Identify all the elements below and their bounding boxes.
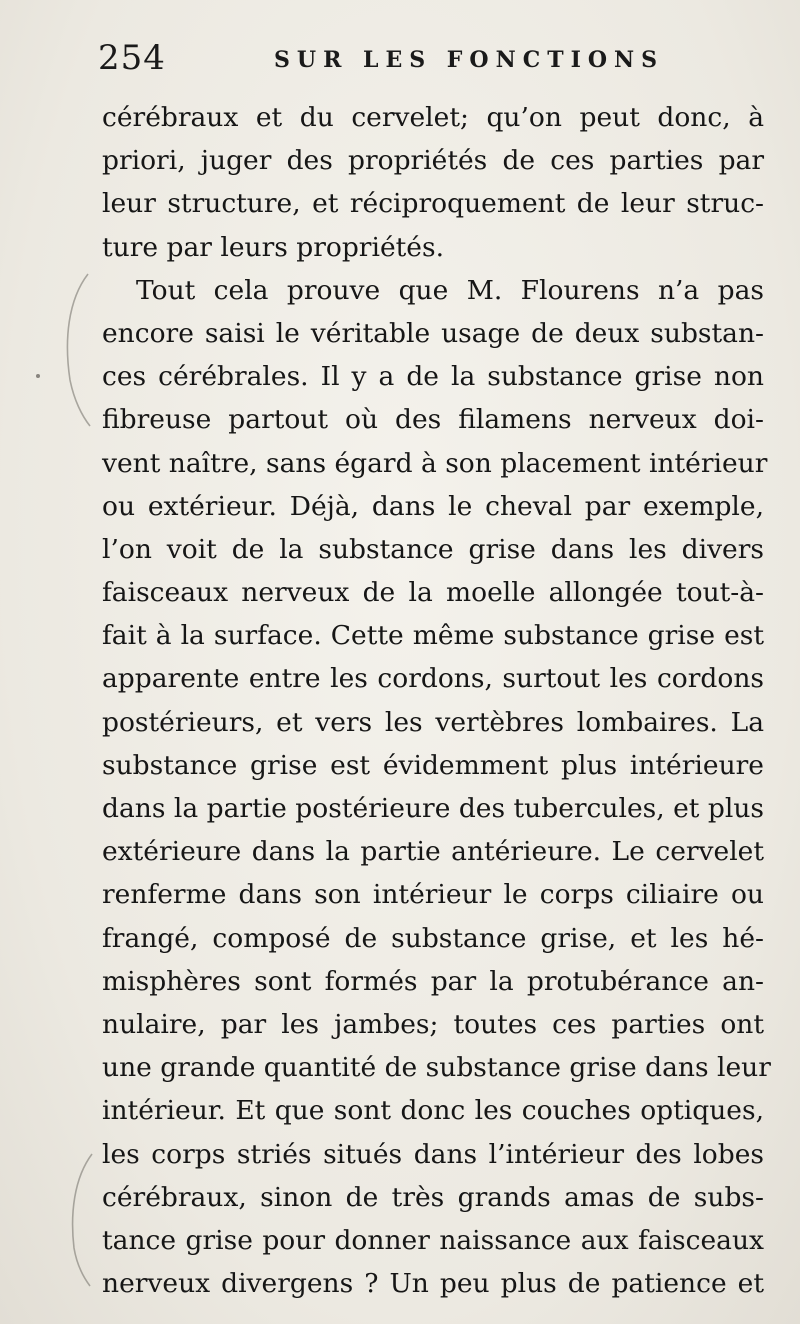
text-line: priori, juger des propriétés de ces parties par xyxy=(102,145,764,177)
text-line: ture par leurs propriétés. xyxy=(102,231,444,263)
text-line: encore saisi le véritable usage de deux substan- xyxy=(102,317,764,349)
text-line: cérébraux et du cervelet; qu’on peut donc, à xyxy=(102,102,764,133)
text-line: cérébraux, sinon de très grands amas de subs- xyxy=(102,1181,764,1213)
text-line: postérieurs, et vers les vertèbres lombaires. La xyxy=(102,706,764,738)
text-line: frangé, composé de substance grise, et les hé- xyxy=(102,922,764,954)
text-line: extérieure dans la partie antérieure. Le cervelet xyxy=(102,836,764,868)
text-line: intérieur. Et que sont donc les couches optiques, xyxy=(102,1095,764,1127)
text-line: fait à la surface. Cette même substance grise est xyxy=(102,620,764,652)
pencil-margin-bracket-bottom xyxy=(60,1150,100,1290)
text-line: les corps striés situés dans l’intérieur des lobes xyxy=(102,1138,764,1170)
text-line: l’on voit de la substance grise dans les divers xyxy=(102,533,764,565)
page-number: 254 xyxy=(98,38,166,78)
text-line: vent naître, sans égard à son placement intérieur xyxy=(102,447,768,479)
page-header xyxy=(98,38,760,88)
pencil-margin-bracket-top xyxy=(54,270,94,430)
text-line: substance grise est évidemment plus intérieure xyxy=(102,749,764,781)
text-line: renferme dans son intérieur le corps ciliaire ou xyxy=(102,879,764,911)
text-line: ces cérébrales. Il y a de la substance grise non xyxy=(102,361,764,393)
text-line: dans la partie postérieure des tubercules, et plus xyxy=(102,793,764,824)
text-line: une grande quantité de substance grise dans leur xyxy=(102,1052,771,1084)
running-title: SUR LES FONCTIONS xyxy=(274,47,665,73)
pencil-margin-dot xyxy=(34,372,42,380)
text-line: Tout cela prouve que M. Flourens n’a pas xyxy=(136,274,764,306)
text-line: fibreuse partout où des filamens nerveux doi- xyxy=(102,404,764,436)
text-line: misphères sont formés par la protubérance an- xyxy=(102,965,764,997)
body-text xyxy=(102,96,771,1305)
text-line: nerveux divergens ? Un peu plus de patience et xyxy=(102,1268,764,1300)
text-line: tance grise pour donner naissance aux faisceaux xyxy=(102,1224,764,1256)
text-line: leur structure, et réciproquement de leur struc- xyxy=(102,188,764,220)
text-line: ou extérieur. Déjà, dans le cheval par exemple, xyxy=(102,490,764,522)
text-line: nulaire, par les jambes; toutes ces parties ont xyxy=(102,1008,764,1040)
text-line: apparente entre les cordons, surtout les cordons xyxy=(102,663,764,695)
text-line: faisceaux nerveux de la moelle allongée tout-à- xyxy=(102,577,764,609)
